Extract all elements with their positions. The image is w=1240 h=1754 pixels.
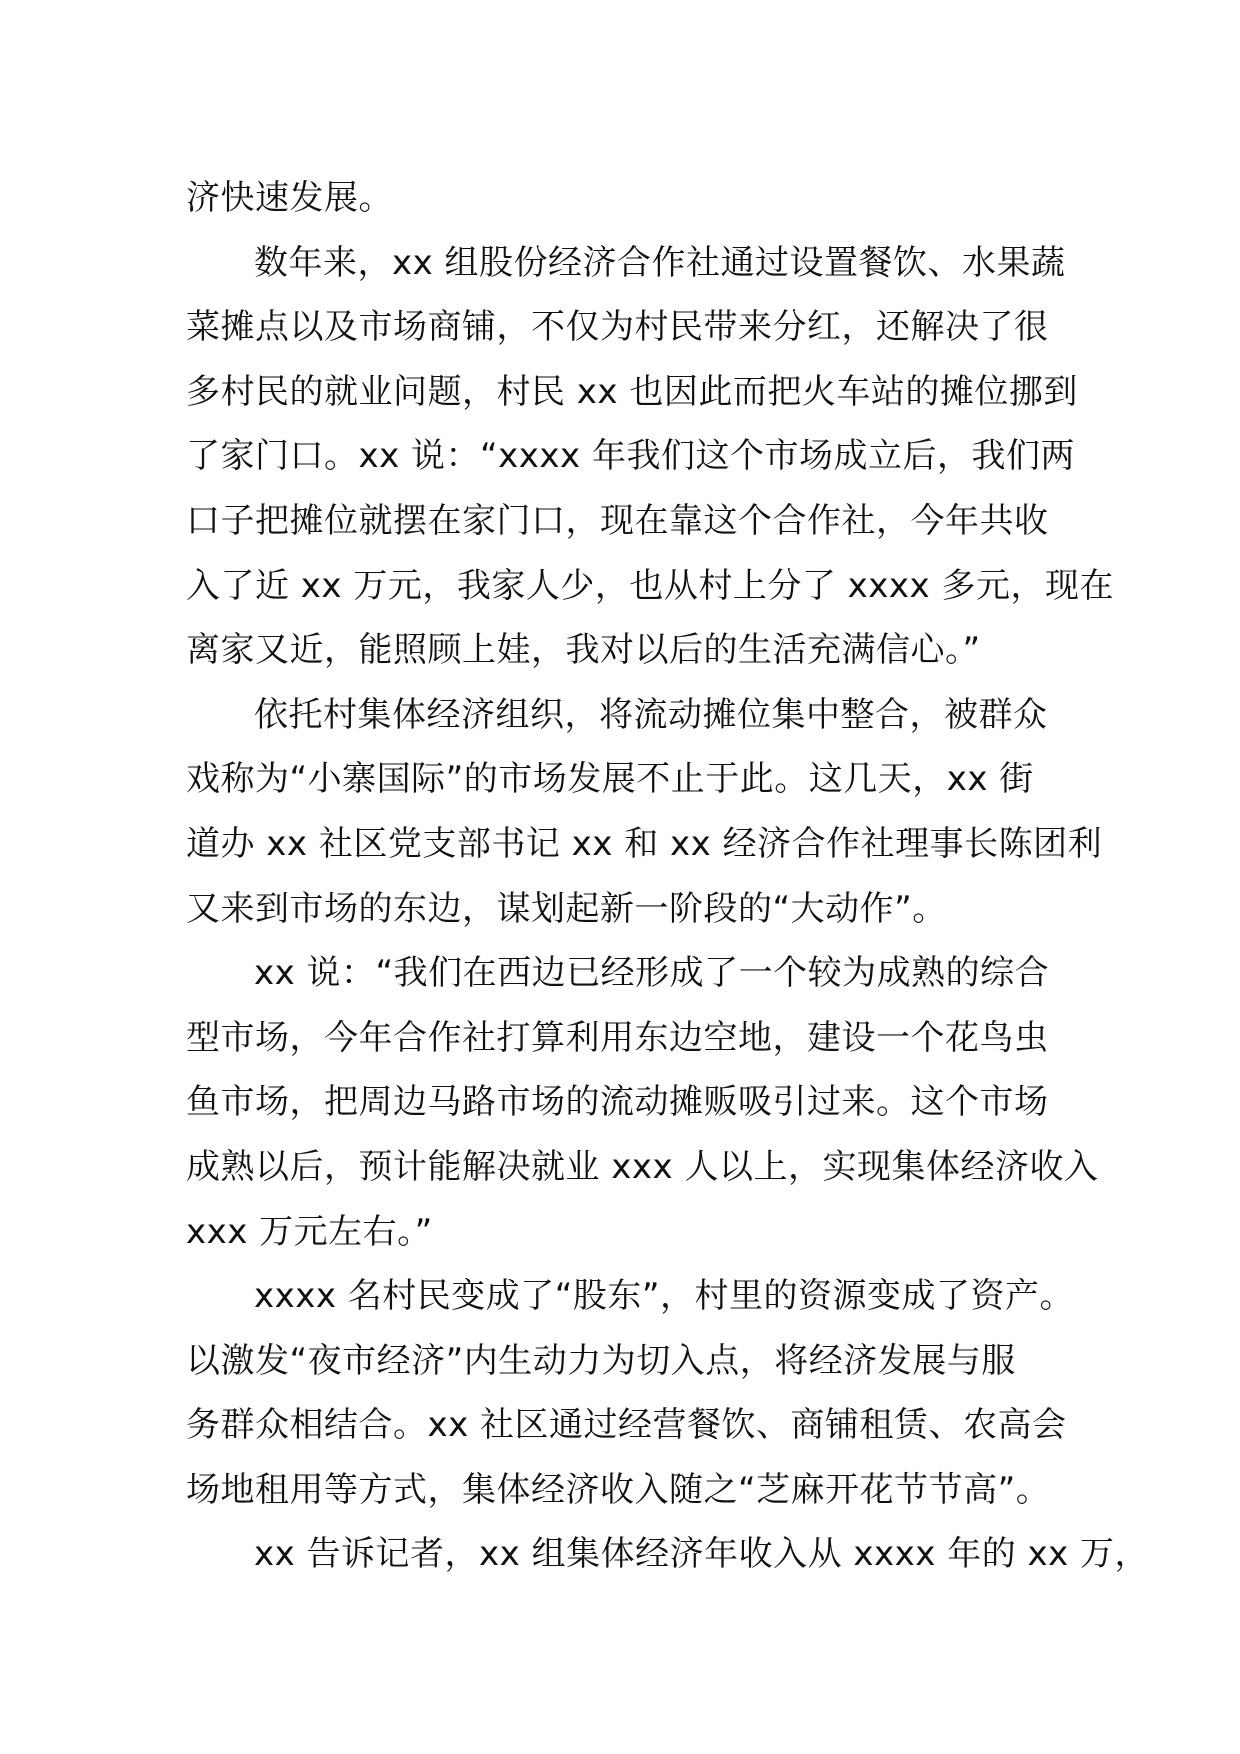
text-line: xx 说：“我们在西边已经形成了一个较为成熟的综合	[254, 953, 1050, 994]
text-line: 务群众相结合。xx 社区通过经营餐饮、商铺租赁、农高会	[186, 1405, 1067, 1446]
text-line: 了家门口。xx 说：“xxxx 年我们这个市场成立后，我们两	[186, 436, 1075, 477]
text-line: 依托村集体经济组织，将流动摊位集中整合，被群众	[254, 694, 1048, 735]
text-line: 鱼市场，把周边马路市场的流动摊贩吸引过来。这个市场	[186, 1082, 1049, 1123]
text-line: xx 告诉记者，xx 组集体经济年收入从 xxxx 年的 xx 万，	[254, 1534, 1150, 1575]
text-line: xxxx 名村民变成了“股东”，村里的资源变成了资产。	[254, 1276, 1075, 1317]
text-line: 多村民的就业问题，村民 xx 也因此而把火车站的摊位挪到	[186, 371, 1078, 412]
text-line: 济快速发展。	[186, 178, 393, 218]
text-line: 口子把摊位就摆在家门口，现在靠这个合作社，今年共收	[186, 500, 1049, 541]
text-line: 戏称为“小寨国际”的市场发展不止于此。这几天，xx 街	[186, 759, 1034, 800]
text-line: 入了近 xx 万元，我家人少，也从村上分了 xxxx 多元，现在	[186, 565, 1114, 606]
text-line: 成熟以后，预计能解决就业 xxx 人以上，实现集体经济收入	[186, 1146, 1099, 1187]
text-line: 场地租用等方式，集体经济收入随之“芝麻开花节节高”。	[186, 1469, 1051, 1510]
text-line: 以激发“夜市经济”内生动力为切入点，将经济发展与服	[186, 1340, 1016, 1381]
text-line: 道办 xx 社区党支部书记 xx 和 xx 经济合作社理事长陈团利	[186, 823, 1103, 864]
text-line: 离家又近，能照顾上娃，我对以后的生活充满信心。”	[186, 630, 981, 671]
text-line: 又来到市场的东边，谋划起新一阶段的“大动作”。	[186, 888, 947, 929]
text-line: 数年来，xx 组股份经济合作社通过设置餐饮、水果蔬	[254, 242, 1066, 283]
text-line: 菜摊点以及市场商铺，不仅为村民带来分红，还解决了很	[186, 307, 1049, 348]
article-body	[186, 166, 1150, 1587]
text-line: xxx 万元左右。”	[186, 1211, 433, 1252]
text-line: 型市场，今年合作社打算利用东边空地，建设一个花鸟虫	[186, 1017, 1049, 1058]
